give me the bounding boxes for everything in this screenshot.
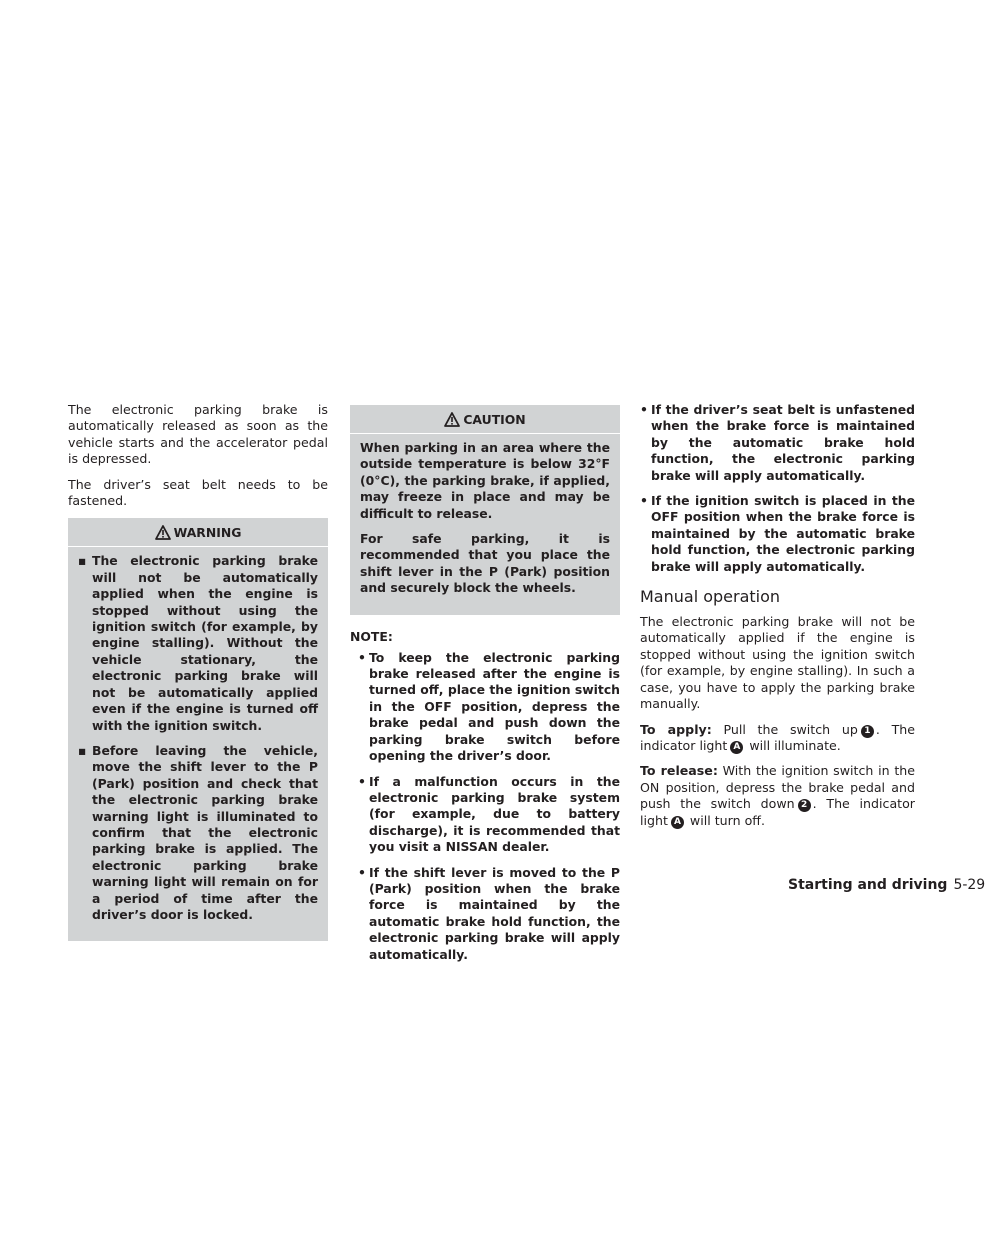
caution-paragraph: When parking in an area where the outside temperature is below 32°F (0°C), the parking brake, if applied, may freeze in place and may be difficult to release. (360, 440, 610, 521)
warning-item: ▪ Before leaving the vehicle, move the shift lever to the P (Park) position and check that the electronic parking brake warning light is illuminated to confirm that the electronic parking brake is applied. The electronic parking brake warning light will remain on for a period of time after the driver’s door is locked. (78, 742, 318, 922)
page-footer (788, 877, 985, 893)
caution-paragraph: For safe parking, it is recommended that you place the shift lever in the P (Park) position and securely block the wheels. (360, 531, 610, 596)
manual-operation-paragraph: The electronic parking brake will not be automatically applied if the engine is stopped without using the ignition switch (for example, by engine stalling). In such a case, you have to apply the parking brake manually. (640, 614, 915, 712)
callout-1-icon: 1 (861, 725, 874, 738)
column-left (68, 402, 328, 941)
callout-a-icon: A (730, 741, 743, 754)
note-list-continued (640, 402, 915, 575)
warning-list (78, 553, 318, 923)
caution-icon (444, 412, 460, 427)
release-label: To release: (640, 763, 718, 779)
footer-section: Starting and driving (788, 877, 948, 893)
warning-item: ▪ The electronic parking brake will not be automatically applied when the engine is stopped without using the ignition switch (for example, by engine stalling). Without the vehicle stationary, the electronic parking brake will not be automatically applied even if the engine is turned off with the ignition switch. (78, 553, 318, 733)
caution-title: CAUTION (463, 412, 526, 427)
warning-icon (155, 525, 171, 540)
note-item: • If the driver’s seat belt is unfastened when the brake force is maintained by the automatic brake hold function, the electronic parking brake will apply automatically. (640, 402, 915, 483)
warning-title: WARNING (173, 525, 242, 541)
note-item: • If a malfunction occurs in the electronic parking brake system (for example, due to battery discharge), it is recommended that you visit a NISSAN dealer. (358, 773, 620, 855)
release-paragraph: To release: With the ignition switch in the ON position, depress the brake pedal and push the switch down 2 . The indicator light A will turn off. (640, 763, 915, 828)
caution-box (350, 405, 620, 615)
callout-2-icon: 2 (798, 799, 811, 812)
apply-paragraph: To apply: Pull the switch up 1 . The indicator light A will illuminate. (640, 721, 915, 753)
callout-a-icon: A (671, 816, 684, 829)
caution-header (350, 405, 620, 434)
warning-header (68, 518, 328, 547)
column-middle (350, 402, 620, 972)
section-heading: Manual operation (640, 587, 781, 607)
warning-box (68, 518, 328, 941)
note-label: NOTE: (350, 628, 393, 644)
intro-paragraph: The electronic parking brake is automatically released as soon as the vehicle starts and the accelerator pedal is depressed. (68, 402, 328, 467)
seatbelt-paragraph: The driver’s seat belt needs to be fastened. (68, 476, 328, 509)
note-item: • To keep the electronic parking brake released after the engine is turned off, place the ignition switch in the OFF position, depress the brake pedal and push down the parking brake switch before opening the driver’s door. (358, 649, 620, 764)
column-right (640, 402, 915, 838)
note-item: • If the shift lever is moved to the P (Park) position when the brake force is maintained by the automatic brake hold function, the electronic parking brake will apply automatically. (358, 864, 620, 962)
apply-label: To apply: (640, 721, 712, 737)
note-item: • If the ignition switch is placed in the OFF position when the brake force is maintained by the automatic brake hold function, the electronic parking brake will apply automatically. (640, 493, 915, 574)
page-number: 5-29 (953, 877, 985, 893)
note-list (350, 650, 620, 963)
